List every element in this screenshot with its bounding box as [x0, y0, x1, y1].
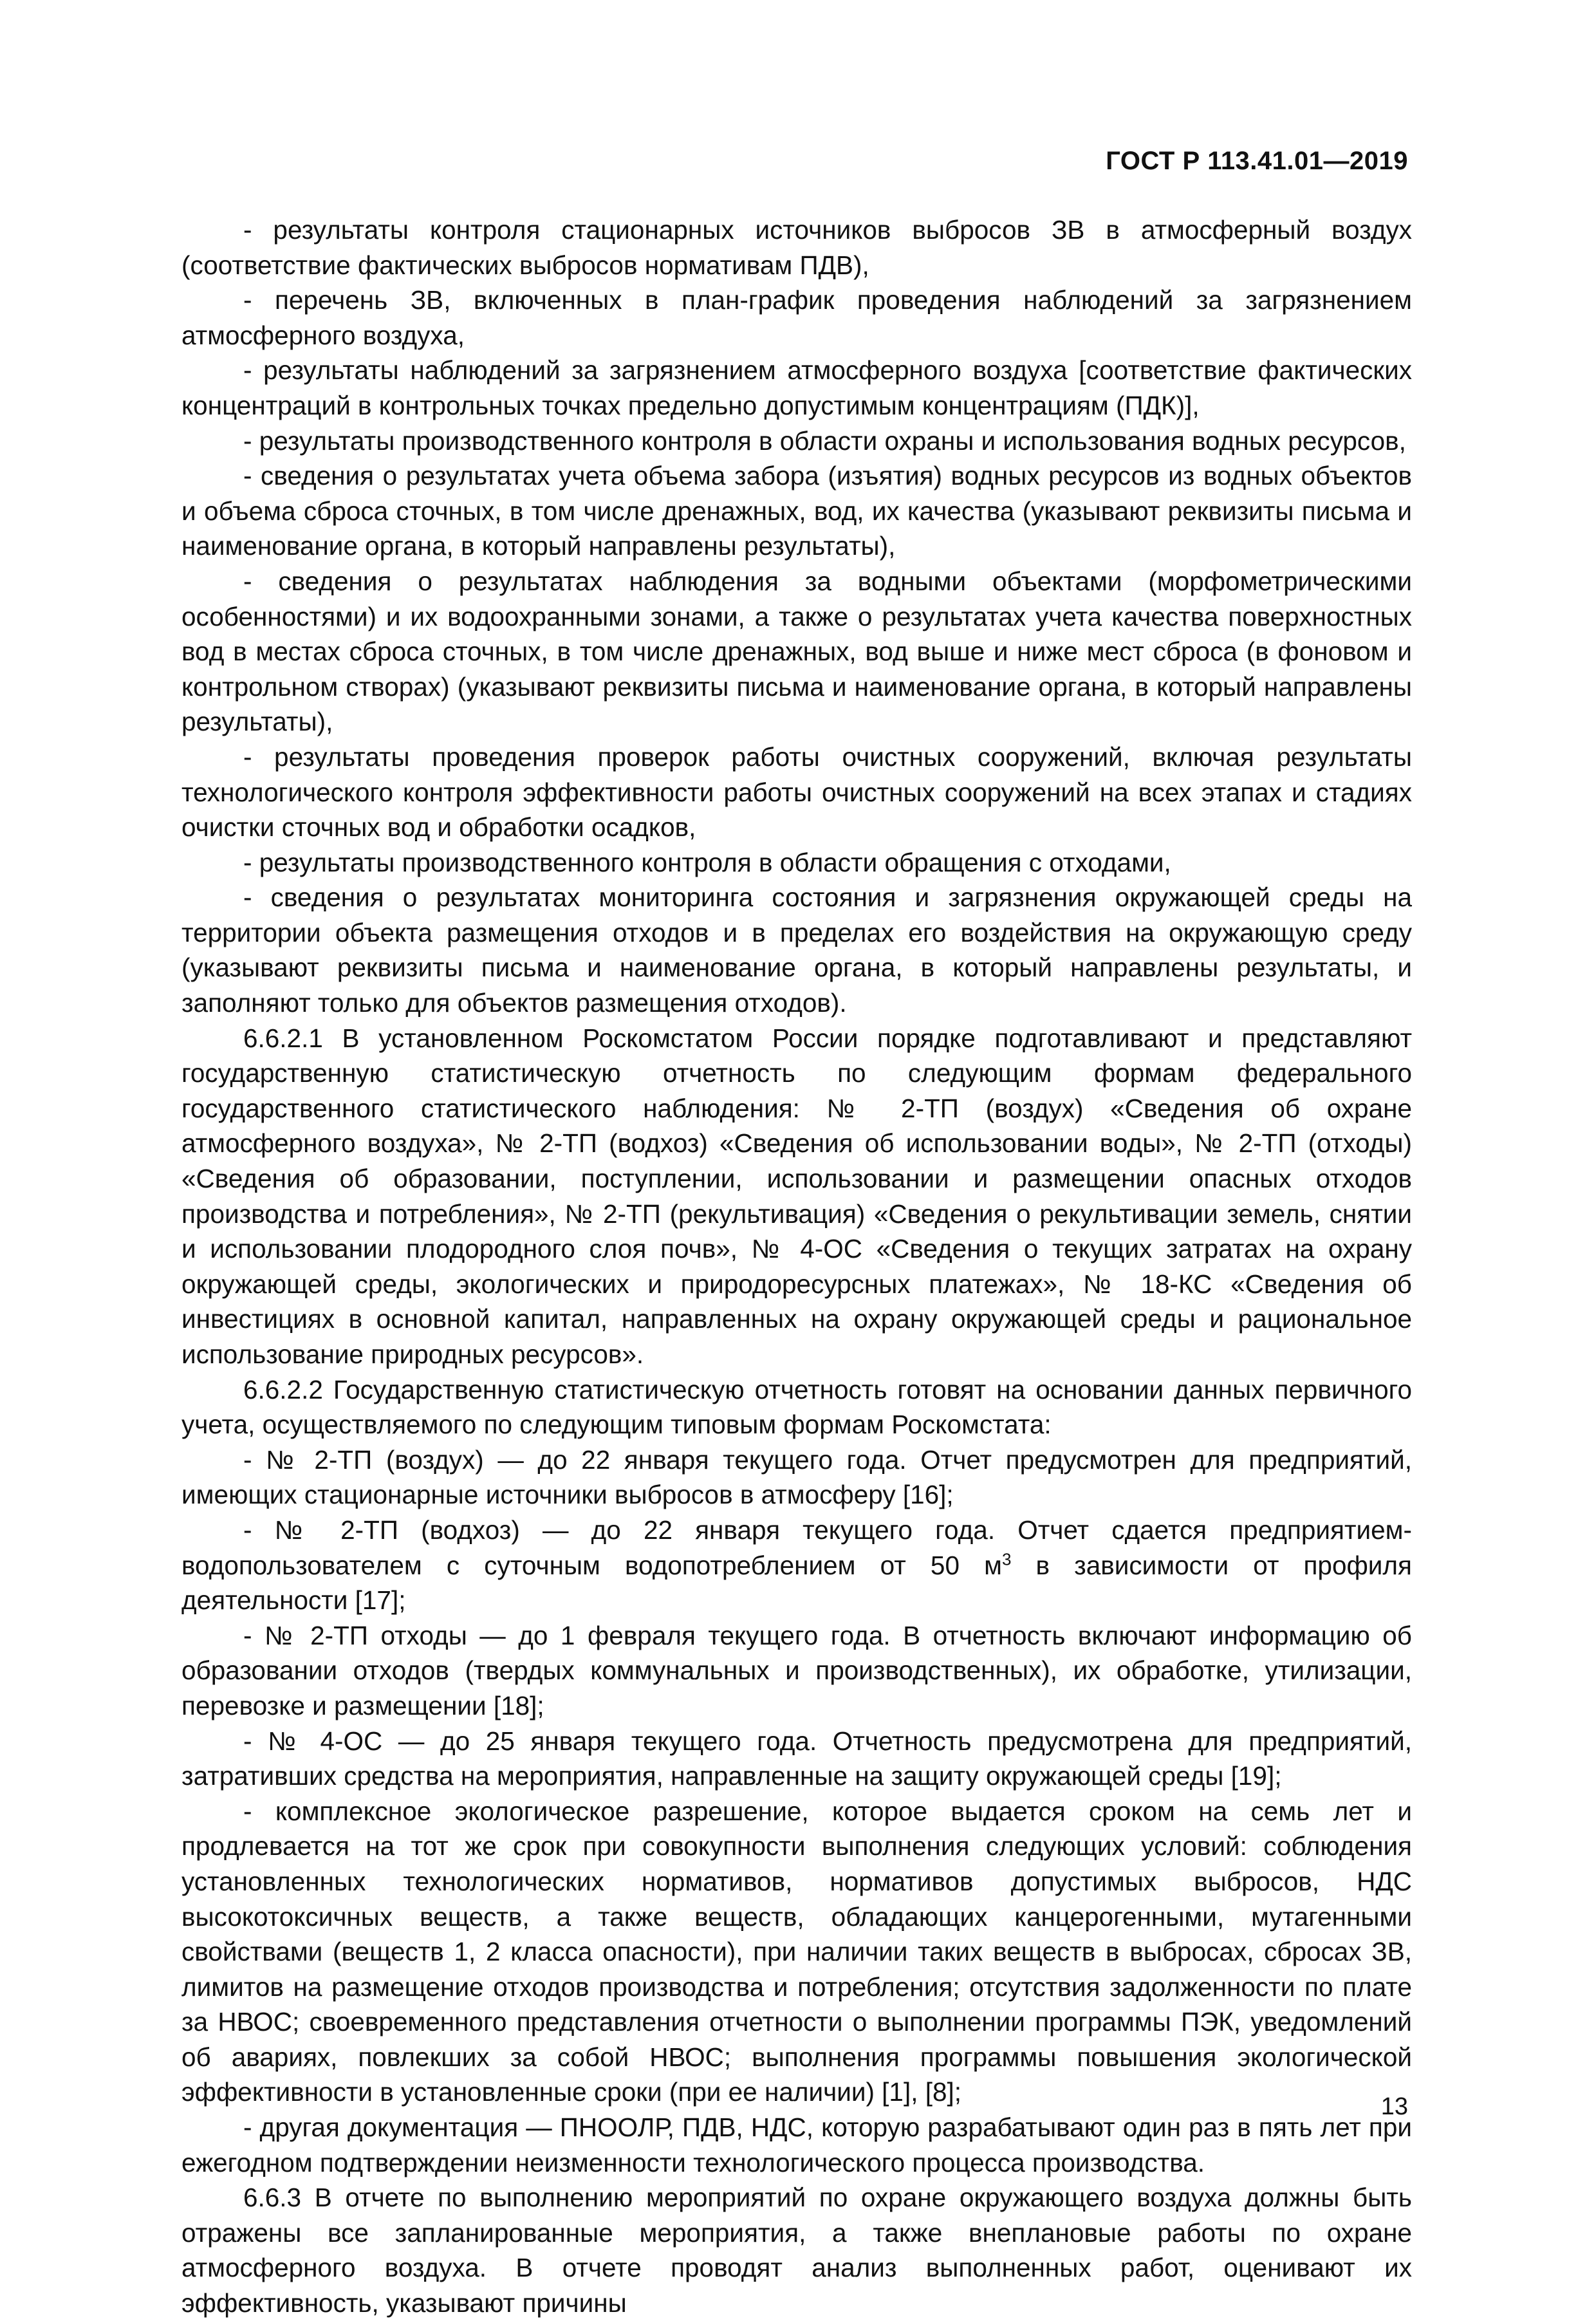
document-body	[181, 212, 1412, 2321]
paragraph: - № 2-ТП (воздух) — до 22 января текущего года. Отчет предусмотрен для предприятий, имеющих стационарные источники выбросов в атмосферу [16];	[181, 1444, 1412, 1510]
section-6-6-2-2: 6.6.2.2 Государственную статистическую отчетность готовят на основании данных первичного учета, осуществляемого по следующим типовым формам Роскомстата:	[181, 1374, 1412, 1440]
paragraph: - результаты производственного контроля в области охраны и использования водных ресурсов,	[243, 425, 1406, 456]
superscript: 3	[1001, 1549, 1012, 1569]
paragraph: - результаты производственного контроля в области обращения с отходами,	[243, 847, 1171, 877]
paragraph: - комплексное экологическое разрешение, которое выдается сроком на семь лет и продлевается на тот же срок при совокупности выполнения следующих условий: соблюдения установленных технологических нормативов, нормативов допустимых выбросов, НДС высокотоксичных веществ, а также веществ, обладающих канцерогенными, мутагенными свойствами (веществ 1, 2 класса опасности), при наличии таких веществ в выбросах, сбросах ЗВ, лимитов на размещение отходов производства и потребления; отсутствия задолженности по плате за НВОС; своевременного представления отчетности о выполнении программы ПЭК, уведомлений об авариях, повлекших за собой НВОС; выполнения программы повышения экологической эффективности в установленные сроки (при ее наличии) [1], [8];	[181, 1796, 1412, 2107]
text-run: в зависимости от профиля деятельности [17];	[181, 1550, 1412, 1616]
paragraph: - № 4-ОС — до 25 января текущего года. Отчетность предусмотрена для предприятий, затративших средства на мероприятия, направленные на защиту окружающей среды [19];	[181, 1726, 1412, 1791]
paragraph: - результаты наблюдений за загрязнением атмосферного воздуха [соответствие фактических концентраций в контрольных точках предельно допустимым концентрациям (ПДК)],	[181, 355, 1412, 420]
paragraph-with-superscript	[181, 1513, 1412, 1618]
section-6-6-3: 6.6.3 В отчете по выполнению мероприятий по охране окружающего воздуха должны быть отражены все запланированные мероприятия, а также внеплановые работы по охране атмосферного воздуха. В отчете проводят анализ выполненных работ, оценивают их эффективность, указывают причины	[181, 2183, 1412, 2318]
page-number: 13	[1380, 2093, 1408, 2120]
paragraph: - другая документация — ПНООЛР, ПДВ, НДС, которую разрабатывают один раз в пять лет при ежегодном подтверждении неизменности технологического процесса производства.	[181, 2112, 1412, 2177]
paragraph: - № 2-ТП отходы — до 1 февраля текущего года. В отчетность включают информацию об образовании отходов (твердых коммунальных и производственных), их обработке, утилизации, перевозке и размещении [18];	[181, 1620, 1412, 1720]
paragraph: - сведения о результатах учета объема забора (изъятия) водных ресурсов из водных объектов и объема сброса сточных, в том числе дренажных, вод, их качества (указывают реквизиты письма и наименование органа, в который направлены результаты),	[181, 461, 1412, 561]
paragraph: - сведения о результатах мониторинга состояния и загрязнения окружающей среды на территории объекта размещения отходов и в пределах его воздействия на окружающую среду (указывают реквизиты письма и наименование органа, в который направлены результаты, и заполняют только для объектов размещения отходов).	[181, 882, 1412, 1018]
text-run: - № 2-ТП (водхоз) — до 22 января текущего года. Отчет сдается предприятием-водопользователем с суточным водопотреблением от 50 м	[181, 1515, 1412, 1580]
paragraph: - результаты контроля стационарных источников выбросов ЗВ в атмосферный воздух (соответствие фактических выбросов нормативам ПДВ),	[181, 215, 1412, 280]
document-code-header: ГОСТ Р 113.41.01—2019	[1106, 147, 1408, 175]
paragraph: - результаты проведения проверок работы очистных сооружений, включая результаты технологического контроля эффективности работы очистных сооружений на всех этапах и стадиях очистки сточных вод и обработки осадков,	[181, 741, 1412, 843]
paragraph: - сведения о результатах наблюдения за водными объектами (морфометрическими особенностями) и их водоохранными зонами, а также о результатах учета качества поверхностных вод в местах сброса сточных, в том числе дренажных, вод выше и ниже мест сброса (в фоновом и контрольном створах) (указывают реквизиты письма и наименование органа, в который направлены результаты),	[181, 566, 1412, 737]
section-6-6-2-1: 6.6.2.1 В установленном Роскомстатом России порядке подготавливают и представляют государственную статистическую отчетность по следующим формам федерального государственного статистического наблюдения: № 2-ТП (воздух) «Сведения об охране атмосферного воздуха», № 2-ТП (водхоз) «Сведения об использовании воды», № 2-ТП (отходы) «Сведения об образовании, поступлении, использовании и размещении опасных отходов производства и потребления», № 2-ТП (рекультивация) «Сведения о рекультивации земель, снятии и использовании плодородного слоя почв», № 4-ОС «Сведения о текущих затратах на охрану окружающей среды, экологических и природоресурсных платежах», № 18-КС «Сведения об инвестициях в основной капитал, направленных на охрану окружающей среды и рациональное использование природных ресурсов».	[181, 1023, 1412, 1369]
paragraph: - перечень ЗВ, включенных в план-график проведения наблюдений за загрязнением атмосферного воздуха,	[181, 285, 1412, 350]
